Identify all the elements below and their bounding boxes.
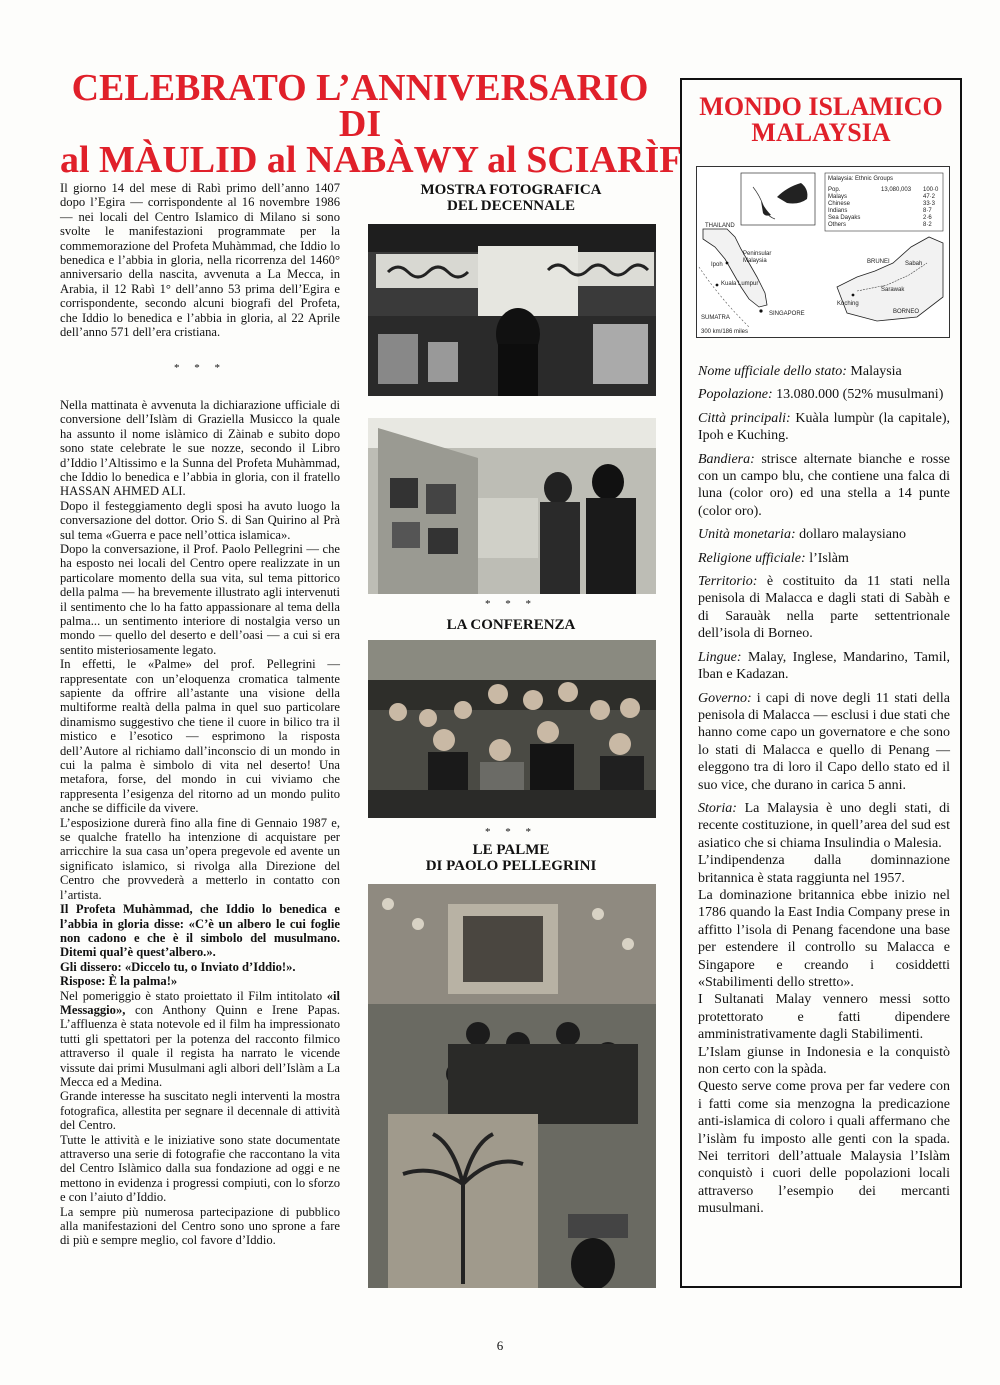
- fact-text: Kuàla lumpùr (la capitale), Ipoh e Kuching.: [698, 410, 951, 444]
- map-label-kuching: Kuching: [837, 301, 859, 307]
- map-label-sumatra: SUMATRA: [701, 315, 730, 321]
- fact-text: dollaro malaysiano: [795, 527, 907, 543]
- paragraph: In effetti, le «Palme» del prof. Pellegrini — rappresentate con un’eloquenza cromatica talmente sapiente da offrire all’astante una visione della multiforme realtà della palma in quel suo particolare dinamismo suggestivo che tiene il cuore in bilico tra il mistico e l’esotico — esprimono la risposta dell’Autore al richiamo dall’inconscio di un mondo in cui la palma è simbolo di vita nel deserto! Una metafora, forse, del mondo in cui viviamo che rappresenta l’esigenza del ritorno ad un mondo pulito anche se difficile da vivere.: [60, 657, 340, 816]
- map-label-sabah: Sabah: [905, 261, 923, 267]
- fact-item: [698, 526, 950, 543]
- legend-label: Chinese: [828, 201, 851, 207]
- prophet-quote: Il Profeta Muhàmmad, che Iddio lo benedica e l’abbia in gloria disse: «C’è un albero le cui foglie non cadono e che è il simbolo del musulmano. Ditemi qual’è quest’albero.».: [60, 902, 340, 960]
- palm-paintings-photo: [368, 884, 656, 1288]
- paragraph: La sempre più numerosa partecipazione di pubblico alla manifestazioni del Centro sono uno sprone a fare di più e sempre meglio, col favore d’Iddio.: [60, 1204, 340, 1248]
- title-line: al MÀULID al NABÀWY al SCIARÌF: [60, 139, 683, 181]
- fact-label: Territorio:: [698, 574, 758, 590]
- fact-text: Malaysia: [846, 364, 902, 379]
- paragraph-text: Nel pomeriggio è stato proiettato il Film intitolato: [60, 988, 323, 1003]
- paragraph: L’esposizione durerà fino alla fine di Gennaio 1987 e, se qualche fratello ha intenzione di acquistare per arricchire la sua casa un’opera pregevole ed avente un significato islamico, si rivolga alla Direzione del Centro che provvederà a metterlo in contatto con l’artista.: [60, 815, 340, 902]
- history-paragraph: I Sultanati Malay vennero messi sotto protettorato e fatti dipendere amministrativamente dagli Stabilimenti.: [698, 992, 950, 1043]
- box-title: [682, 94, 960, 146]
- page-number: 6: [496, 1338, 504, 1353]
- map-scale: 300 km/186 miles: [701, 329, 749, 335]
- map-label-thailand: THAILAND: [705, 223, 735, 229]
- legend-pct: 47·2: [923, 194, 936, 200]
- legend-pct: 100·0: [923, 187, 939, 193]
- title-line: CELEBRATO L’ANNIVERSARIO: [71, 67, 649, 109]
- fact-text: è costituito da 11 stati nella penisola di Malacca e dagli stati di Sabàh e di Sarauàk nella parte settentrionale dell’isola di Borneo.: [698, 574, 950, 642]
- history-paragraph: Questo serve come prova per far vedere con i fatti come sia menzogna la predicazione anti-islamica di coloro i quali affermano che l’islàm fu imposto alle genti con la spada. Nei territori dell’attuale Malaysia l’Islàm conquistò i cuori delle popolazioni locali attraverso l’esempio dei mercanti musulmani.: [698, 1079, 950, 1217]
- paragraph: Tutte le attività e le iniziative sono state documentate attraverso una serie di fotografie che raccontano la vita del Centro Islàmico dalla sua fondazione ad oggi e ne mettono in evidenza i progressi compiuti, con lo sforzo e con l’aiuto d’Iddio.: [60, 1132, 340, 1205]
- malaysia-facts: [698, 363, 950, 1218]
- fact-label: Nome ufficiale dello stato:: [698, 364, 847, 379]
- conference-photo: [368, 640, 656, 818]
- fact-text: l’Islàm: [805, 550, 849, 566]
- fact-item: [698, 386, 950, 403]
- paragraph: Dopo la conversazione, il Prof. Paolo Pellegrini — che ha esposto nei locali del Centro opere realizzate in un particolare momento della sua vita, sul tema pittorico della palma — ha brevemente illustrato agli intervenuti il sentimento che lo ha fatto appassionare al tema della palma... un sentimento interiore di nostalgia verso un mondo — quello del deserto e dell’oasi — a cui si era sentito misteriosamente legato.: [60, 541, 340, 657]
- film-title: «il Messaggio»,: [60, 988, 340, 1017]
- history-paragraph: L’indipendenza dalla dominnazione britannica è stata raggiunta nel 1957.: [698, 853, 950, 886]
- box-title-line: MALAYSIA: [751, 118, 891, 147]
- legend-label: Sea Dayaks: [828, 215, 861, 221]
- map-label-borneo: BORNEO: [893, 309, 920, 315]
- malaysia-info-box: [680, 78, 962, 1288]
- paragraph: [60, 989, 340, 1090]
- heading-line: DEL DECENNALE: [447, 198, 575, 214]
- fact-item: [698, 649, 950, 684]
- legend-title: Malaysia: Ethnic Groups: [828, 176, 894, 182]
- exhibition-visitors-image: [368, 418, 656, 594]
- fact-text: 13.080.000 (52% musulmani): [772, 387, 944, 403]
- fact-item: [698, 573, 950, 643]
- photo-heading-palms: [366, 842, 656, 874]
- fact-item: [698, 550, 950, 567]
- fact-item: [698, 363, 950, 380]
- fact-text: strisce alternate bianche e rosse con un campo blu, che contiene una falca di luna (color oro) ed una stella a 14 punte (color oro).: [698, 451, 950, 519]
- exhibition-visitors-photo: [368, 418, 656, 594]
- fact-label: Popolazione:: [698, 387, 773, 403]
- legend-label: Indians: [828, 208, 848, 214]
- history-paragraph: La dominazione britannica ebbe inizio nel 1786 quando la East India Company prese in affitto l’isola di Penang facendone una base per estendere il controllo su Malacca e Singapore e creando i cosiddetti «Stabilimenti dello stretto».: [698, 887, 950, 990]
- fact-text: La Malaysia è uno degli stati, di recente costituzione, in quell’area del sud est asiatico che si chiama Insulindia o Malesia.: [698, 800, 950, 851]
- map-drawing: [697, 167, 949, 337]
- legend-label: Pop.: [828, 187, 841, 193]
- heading-line: LE PALME: [472, 842, 550, 858]
- fact-label: Governo:: [698, 690, 752, 706]
- malaysia-map: [696, 166, 950, 338]
- article-title: [60, 67, 683, 181]
- paragraph: Il giorno 14 del mese di Rabì primo dell’anno 1407 dopo l’Egira — corrispondente al 16 novembre 1986 — nei locali del Centro Islamico di Milano si sono svolte le manifestazioni programmate per la commemorazione del Profeta Muhàmmad, che Iddio lo benedica e l’abbia in gloria, nella ricorrenza del 1460° anniversario della nascita, avvenuta a La Mecca, in Arabia, il 12 Rabì 1° dell’anno 53 prima dell’Egira e corrispondente, secondo alcuni biografi del Profeta, che Iddio lo benedica e l’abbia in gloria, al 22 Aprile dell’anno 571 dell’era cristiana.: [60, 181, 340, 340]
- heading-line: MOSTRA FOTOGRAFICA: [420, 182, 602, 198]
- separator: * * *: [174, 362, 226, 375]
- paragraph: Dopo il festeggiamento degli sposi ha avuto luogo la conversazione del dottor. Orio S. di San Quirino al Prà sul tema «Guerra e pace nell’ottica islamica».: [60, 498, 340, 542]
- exhibition-photo-image: [368, 224, 656, 396]
- paragraph: Grande interesse ha suscitato negli interventi la mostra fotografica, allestita per segnare il decennale di attività del Centro.: [60, 1089, 340, 1133]
- legend-pct: 2·6: [923, 215, 932, 221]
- fact-label: Lingue:: [698, 649, 742, 665]
- history-paragraph: L’Islam giunse in Indonesia e la conquistò non certo con la spàda.: [698, 1044, 950, 1078]
- fact-label: Storia:: [698, 800, 737, 816]
- map-label-singapore: SINGAPORE: [769, 311, 805, 317]
- photo-heading-conference: LA CONFERENZA: [446, 617, 576, 633]
- map-label-sarawak: Sarawak: [881, 287, 905, 293]
- map-label-brunei: BRUNEI: [867, 259, 890, 265]
- map-label-peninsular: Peninsular: [743, 251, 772, 257]
- map-label-malaysia: Malaysia: [743, 258, 767, 264]
- fact-item: [698, 800, 950, 852]
- title-line: DI: [338, 103, 382, 145]
- box-title-line: MONDO ISLAMICO: [699, 92, 943, 121]
- legend-label: Others: [828, 222, 847, 228]
- fact-text: Malay, Inglese, Mandarino, Tamil, Iban e Kadazan.: [698, 649, 950, 683]
- fact-label: Bandiera:: [698, 451, 755, 467]
- separator: * * *: [485, 598, 537, 610]
- legend-label: Malays: [828, 194, 848, 200]
- photo-heading-exhibition: [366, 182, 656, 214]
- heading-line: DI PAOLO PELLEGRINI: [425, 858, 597, 874]
- fact-label: Unità monetaria:: [698, 527, 796, 543]
- fact-item: [698, 451, 950, 521]
- paragraph: Nella mattinata è avvenuta la dichiarazione ufficiale di conversione dell’Islàm di Graziella Musicco la quale ha assunto il nome islàmico di Zàinab e subito dopo sono state celebrate le sue nozze, secondo il Libro d’Iddio l’Altissimo e la Sunna del Profeta Muhàmmad, che Iddio lo benedica e l’abbia in gloria, con il fratello HASSAN AHMED ALI.: [60, 397, 340, 499]
- fact-text: i capi di nove degli 11 stati della penisola di Malacca — esclusi i due stati che hanno come capo un governatore e che sono lo stati di Malacca e quello di Penang — eleggono tra di loro il Capo dello stato ed il suo vice, che durano in carica 5 anni.: [698, 690, 950, 793]
- palm-paintings-image: [368, 884, 656, 1288]
- prophet-quote: Gli dissero: «Diccelo tu, o Inviato d’Iddio!».: [60, 959, 296, 974]
- separator: * * *: [485, 826, 537, 838]
- map-label-ipoh: Ipoh: [711, 262, 723, 268]
- map-label-kuala-lumpur: Kuala Lumpur: [721, 281, 759, 287]
- prophet-quote: Rispose: È la palma!»: [60, 974, 178, 989]
- fact-label: Città principali:: [698, 410, 791, 426]
- fact-item: [698, 690, 950, 794]
- exhibition-photo: [368, 224, 656, 396]
- legend-value: 13,080,003: [881, 187, 912, 193]
- fact-item: [698, 410, 950, 445]
- article-body: [60, 181, 340, 1248]
- fact-label: Religione ufficiale:: [698, 550, 806, 566]
- legend-pct: 33·3: [923, 201, 936, 207]
- paragraph-text: con Anthony Quinn e Irene Papas. L’affluenza è stata notevole ed il film ha impressionato tutti gli spettatori per la potenza del racconto filmico attraverso il quale il regista ha narrato le vicende vissute dai primi Musulmani agli albori dell’Islàm a La Mecca ed a Medina.: [60, 1002, 340, 1089]
- legend-pct: 8·2: [923, 222, 932, 228]
- conference-photo-image: [368, 640, 656, 818]
- legend-pct: 8·7: [923, 208, 932, 214]
